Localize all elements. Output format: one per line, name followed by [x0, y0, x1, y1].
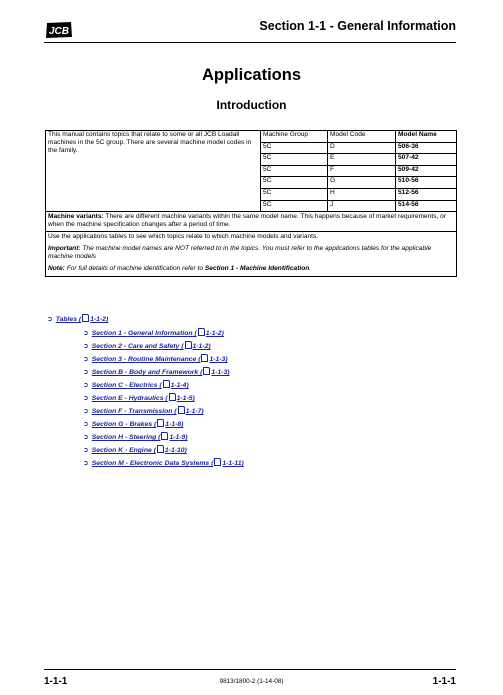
model-code-cell: E: [328, 154, 396, 166]
arrow-icon: ➲: [83, 447, 89, 454]
link-section-3[interactable]: ➲ Section 3 - Routine Maintenance ( 1-1-3): [83, 356, 228, 363]
link-section-e[interactable]: ➲ Section E - Hydraulics ( 1-1-5): [83, 395, 195, 402]
document-icon: [163, 380, 170, 388]
important-label: Important:: [48, 245, 81, 253]
link-section-1[interactable]: ➲ Section 1 - General Information ( 1-1-2): [83, 330, 224, 337]
variants-text: There are different machine variants within the same model name. This happens because of market requirements, or when the machine specification changes after a period of time.: [48, 213, 447, 229]
arrow-icon: ➲: [83, 356, 89, 363]
model-name-cell: 509-42: [396, 165, 457, 177]
machine-group-cell: 5C: [261, 188, 328, 200]
page-subtitle: Introduction: [216, 98, 287, 112]
document-icon: [214, 458, 221, 466]
model-name-cell: 512-56: [396, 188, 457, 200]
note-label: Note:: [48, 265, 65, 273]
machine-group-cell: 5C: [261, 154, 328, 166]
arrow-icon: ➲: [83, 330, 89, 337]
usage-text: Use the applications tables to see which topics relate to which machine models and variants.: [48, 233, 319, 241]
model-name-cell: 514-56: [396, 200, 457, 212]
link-section-m[interactable]: ➲ Section M - Electronic Data Systems ( 1-1-11): [83, 460, 244, 467]
document-icon: [82, 314, 89, 322]
arrow-icon: ➲: [83, 382, 89, 389]
column-header: Model Code: [328, 131, 396, 143]
arrow-icon: ➲: [83, 460, 89, 467]
model-code-cell: J: [328, 200, 396, 212]
page-number-left: 1-1-1: [44, 676, 68, 687]
model-name-cell: 510-56: [396, 177, 457, 189]
model-code-cell: G: [328, 177, 396, 189]
arrow-icon: ➲: [83, 408, 89, 415]
note-text: For full details of machine identification refer to: [64, 265, 205, 273]
arrow-icon: ➲: [83, 421, 89, 428]
page-number-right: 1-1-1: [432, 676, 456, 687]
document-icon: [161, 432, 168, 440]
link-section-k[interactable]: ➲ Section K - Engine ( 1-1-10): [83, 447, 187, 454]
model-name-cell: 507-42: [396, 154, 457, 166]
note-text-end: .: [309, 265, 312, 273]
arrow-icon: ➲: [83, 395, 89, 402]
document-icon: [157, 445, 164, 453]
machine-group-cell: 5C: [261, 200, 328, 212]
link-section-f[interactable]: ➲ Section F - Transmission ( 1-1-7): [83, 408, 204, 415]
document-icon: [178, 406, 185, 414]
link-section-b[interactable]: ➲ Section B - Body and Framework ( 1-1-3): [83, 369, 230, 376]
link-section-h[interactable]: ➲ Section H - Steering ( 1-1-9): [83, 434, 188, 441]
document-icon: [198, 328, 205, 336]
model-code-cell: H: [328, 188, 396, 200]
section-title: Section 1-1 - General Information: [259, 19, 456, 33]
model-code-cell: F: [328, 165, 396, 177]
page-title: Applications: [201, 66, 301, 84]
important-note: [48, 245, 454, 261]
document-icon: [157, 419, 164, 427]
document-icon: [169, 393, 176, 401]
applications-table: [45, 130, 457, 277]
intro-cell: This manual contains topics that relate to some or all JCB Loadall machines in the 5C group. There are several machine model codes in the family.: [46, 131, 261, 212]
usage-cell: [46, 232, 457, 277]
machine-group-cell: 5C: [261, 142, 328, 154]
machine-group-cell: 5C: [261, 165, 328, 177]
link-section-2[interactable]: ➲ Section 2 - Care and Safety ( 1-1-2): [83, 343, 211, 350]
footer-divider: [44, 669, 456, 670]
arrow-icon: ➲: [83, 343, 89, 350]
model-code-cell: D: [328, 142, 396, 154]
variants-row: [46, 212, 457, 232]
note-reference: Section 1 - Machine Identification: [204, 265, 310, 273]
variants-cell: [46, 212, 457, 232]
header-divider: [44, 42, 456, 43]
arrow-icon: ➲: [83, 369, 89, 376]
arrow-icon: ➲: [47, 316, 53, 323]
document-reference: 9813/1800-2 (1-14-08): [219, 678, 284, 685]
logo-text: JCB: [48, 26, 70, 37]
variants-label: Machine variants:: [48, 213, 104, 221]
model-name-cell: 506-36: [396, 142, 457, 154]
identification-note: [48, 265, 454, 273]
document-icon: [185, 341, 192, 349]
column-header: Model Name: [396, 131, 457, 143]
link-section-c[interactable]: ➲ Section C - Electrics ( 1-1-4): [83, 382, 189, 389]
document-icon: [201, 354, 208, 362]
machine-group-cell: 5C: [261, 177, 328, 189]
link-section-g[interactable]: ➲ Section G - Brakes ( 1-1-8): [83, 421, 184, 428]
column-header: Machine Group: [261, 131, 328, 143]
usage-row: [46, 232, 457, 277]
link-tables[interactable]: ➲ Tables ( 1-1-2): [47, 316, 109, 323]
table-header-row: [46, 131, 457, 143]
important-text: The machine model names are NOT referred to in the topics. You must refer to the applications tables for the applicable machine models: [48, 245, 432, 261]
arrow-icon: ➲: [83, 434, 89, 441]
document-icon: [203, 367, 210, 375]
jcb-logo: [44, 21, 74, 39]
